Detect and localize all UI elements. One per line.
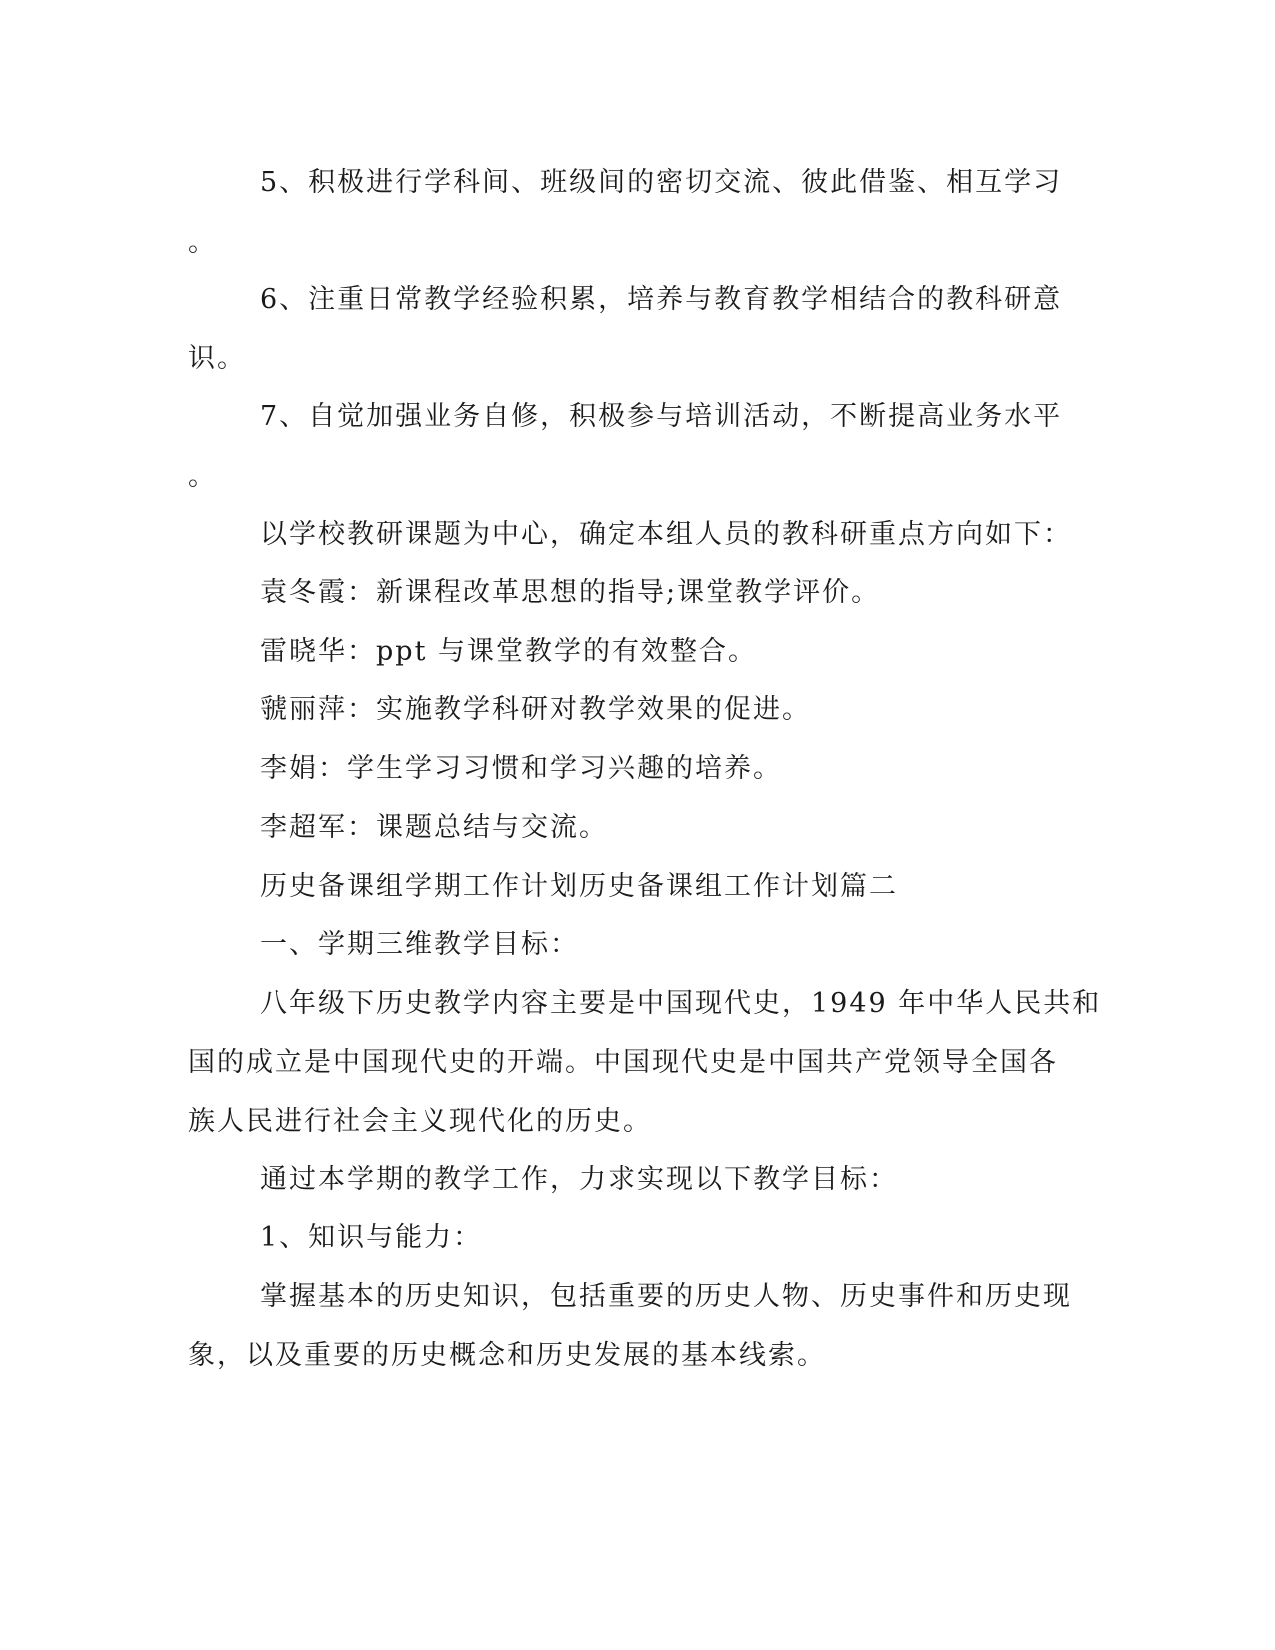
paragraph-line: 虢丽萍：实施教学科研对教学效果的促进。 — [260, 694, 811, 725]
section-heading: 历史备课组学期工作计划历史备课组工作计划篇二 — [260, 871, 898, 902]
paragraph-line: 掌握基本的历史知识，包括重要的历史人物、历史事件和历史现 — [260, 1281, 1072, 1312]
paragraph-line: 袁冬霞：新课程改革思想的指导;课堂教学评价。 — [260, 577, 881, 608]
paragraph-line: 李娟：学生学习习惯和学习兴趣的培养。 — [260, 753, 782, 784]
paragraph-line: 象，以及重要的历史概念和历史发展的基本线索。 — [188, 1340, 826, 1371]
paragraph-line: 族人民进行社会主义现代化的历史。 — [188, 1106, 652, 1137]
paragraph-line: 5、积极进行学科间、班级间的密切交流、彼此借鉴、相互学习 — [260, 167, 1063, 198]
paragraph-line: 6、注重日常教学经验积累，培养与教育教学相结合的教科研意 — [260, 284, 1063, 315]
paragraph-line: 雷晓华：ppt 与课堂教学的有效整合。 — [260, 636, 757, 667]
paragraph-line: 。 — [188, 227, 217, 258]
paragraph-line: 。 — [188, 461, 217, 492]
section-heading: 1、知识与能力： — [260, 1222, 483, 1253]
paragraph-line: 国的成立是中国现代史的开端。中国现代史是中国共产党领导全国各 — [188, 1047, 1058, 1078]
paragraph-line: 八年级下历史教学内容主要是中国现代史，1949 年中华人民共和 — [260, 988, 1102, 1019]
paragraph-line: 7、自觉加强业务自修，积极参与培训活动，不断提高业务水平 — [260, 401, 1063, 432]
section-heading: 一、学期三维教学目标： — [260, 929, 579, 960]
paragraph-line: 李超军：课题总结与交流。 — [260, 812, 608, 843]
paragraph-line: 通过本学期的教学工作，力求实现以下教学目标： — [260, 1164, 898, 1195]
paragraph-line: 以学校教研课题为中心，确定本组人员的教科研重点方向如下： — [260, 519, 1072, 550]
paragraph-line: 识。 — [188, 343, 246, 374]
